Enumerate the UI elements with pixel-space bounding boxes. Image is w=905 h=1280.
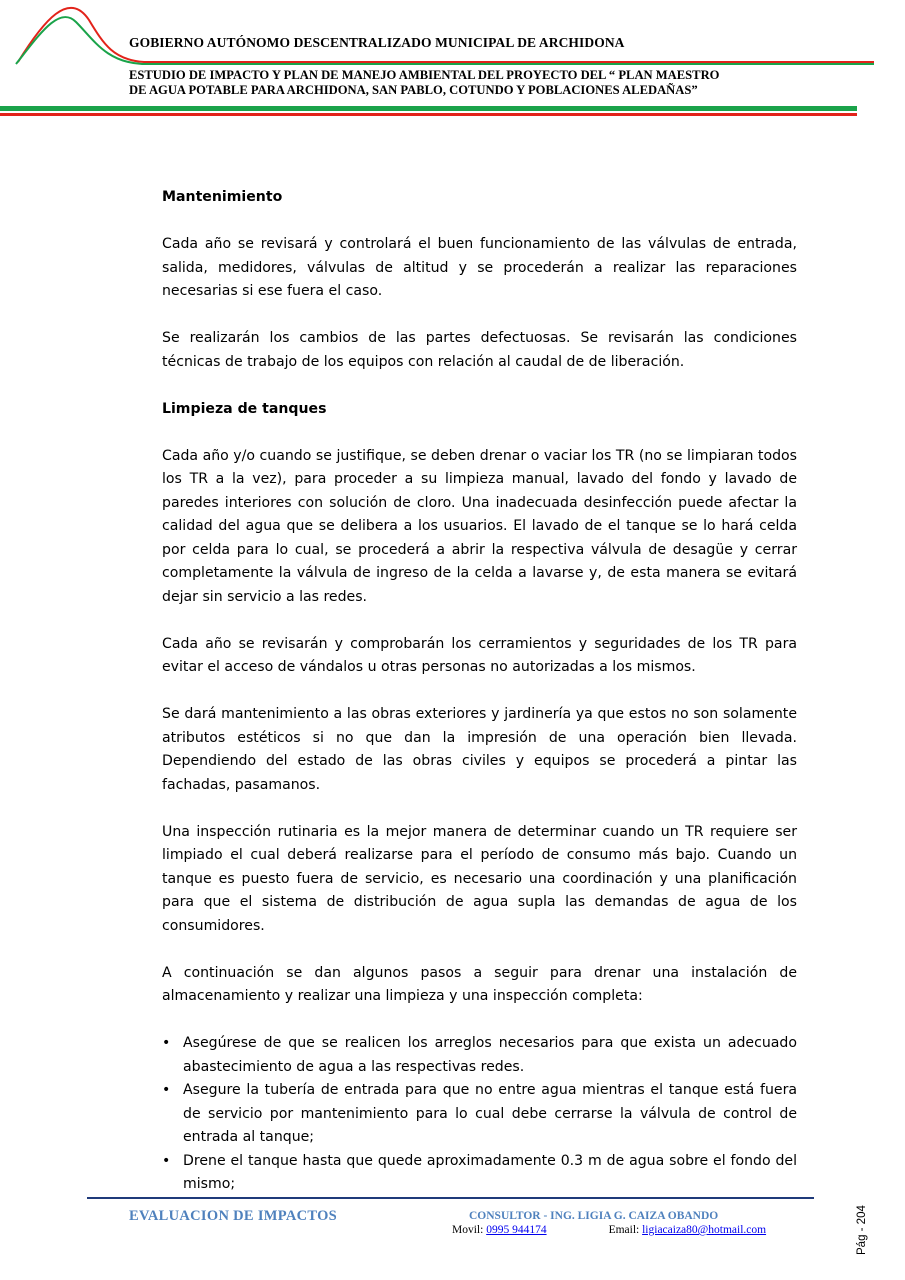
paragraph: Cada año se revisará y controlará el buen funcionamiento de las válvulas de entrada, salida, medidores, válvulas de altitud y se procederán a realizar las reparaciones necesarias si ese fuera el caso. (162, 236, 797, 299)
paragraph: Cada año se revisarán y comprobarán los cerramientos y seguridades de los TR para evitar el acceso de vándalos u otras personas no autorizadas a los mismos. (162, 635, 797, 675)
header-subtitle (129, 68, 819, 98)
bullet-icon: • (162, 1082, 171, 1098)
paragraph: A continuación se dan algunos pasos a seguir para drenar una instalación de almacenamiento y realizar una limpieza y una inspección completa: (162, 964, 797, 1004)
list-item-text: Asegúrese de que se realicen los arreglos necesarios para que exista un adecuado abastecimiento de agua a las respectivas redes. (183, 1035, 797, 1075)
header-stripe-green (0, 106, 857, 111)
page-number: Pág - 204 (856, 1205, 868, 1255)
email-link[interactable]: ligiacaiza80@hotmail.com (642, 1224, 767, 1236)
footer-contact (452, 1224, 766, 1236)
list-item-text: Asegure la tubería de entrada para que no entre agua mientras el tanque está fuera de servicio por mantenimiento para lo cual debe cerrarse la válvula de control de entrada al tanque; (183, 1082, 797, 1145)
header-subtitle-line1: ESTUDIO DE IMPACTO Y PLAN DE MANEJO AMBIENTAL DEL PROYECTO DEL “ PLAN MAESTRO (129, 68, 720, 82)
paragraph: Una inspección rutinaria es la mejor manera de determinar cuando un TR requiere ser limpiado el cual deberá realizarse para el período de consumo más bajo. Cuando un tanque es puesto fuera de servicio, es necesario una coordinación y una planificación para que el sistema de distribución de agua supla las demandas de agua de los consumidores. (162, 823, 797, 934)
footer-rule (87, 1197, 814, 1199)
paragraph: Se realizarán los cambios de las partes defectuosas. Se revisarán las condiciones técnicas de trabajo de los equipos con relación al caudal de de liberación. (162, 330, 797, 370)
header-title: GOBIERNO AUTÓNOMO DESCENTRALIZADO MUNICIPAL DE ARCHIDONA (129, 35, 625, 50)
paragraph: Cada año y/o cuando se justifique, se deben drenar o vaciar los TR (no se limpiaran todos los TR a la vez), para proceder a su limpieza manual, lavado del fondo y lavado de paredes interiores con solución de cloro. Una inadecuada desinfección puede afectar la calidad del agua que se delibera a los usuarios. El lavado de el tanque se lo hará celda por celda para lo cual, se procederá a abrir la respectiva válvula de desagüe y cerrar completamente la válvula de ingreso de la celda a lavarse y, de esta manera se evitará dejar sin servicio a las redes. (162, 447, 797, 605)
paragraph: Se dará mantenimiento a las obras exteriores y jardinería ya que estos no son solamente atributos estéticos si no que dan la impresión de una operación bien llevada. Dependiendo del estado de las obras civiles y equipos se procederá a pintar las fachadas, pasamanos. (162, 706, 797, 793)
section-heading-limpieza: Limpieza de tanques (162, 400, 327, 417)
bullet-icon: • (162, 1035, 171, 1051)
footer-section-title: EVALUACION DE IMPACTOS (129, 1208, 338, 1224)
email-label: Email: (608, 1224, 643, 1236)
movil-label: Movil: (452, 1224, 487, 1236)
list-item (162, 1079, 797, 1150)
list-item (162, 1150, 797, 1197)
section-heading-mantenimiento: Mantenimiento (162, 189, 283, 205)
document-body (162, 186, 797, 1197)
list-item (162, 1032, 797, 1079)
phone-link[interactable]: 0995 944174 (486, 1224, 547, 1236)
bullet-icon: • (162, 1152, 171, 1169)
header-stripe-red (0, 113, 857, 116)
footer-consultor: CONSULTOR - ING. LIGIA G. CAIZA OBANDO (469, 1210, 719, 1222)
list-item-text: Drene el tanque hasta que quede aproximadamente 0.3 m de agua sobre el fondo del mismo; (183, 1152, 797, 1192)
header-subtitle-line2: DE AGUA POTABLE PARA ARCHIDONA, SAN PABLO, COTUNDO Y POBLACIONES ALEDAÑAS” (129, 83, 698, 97)
bullet-list (162, 1032, 797, 1197)
